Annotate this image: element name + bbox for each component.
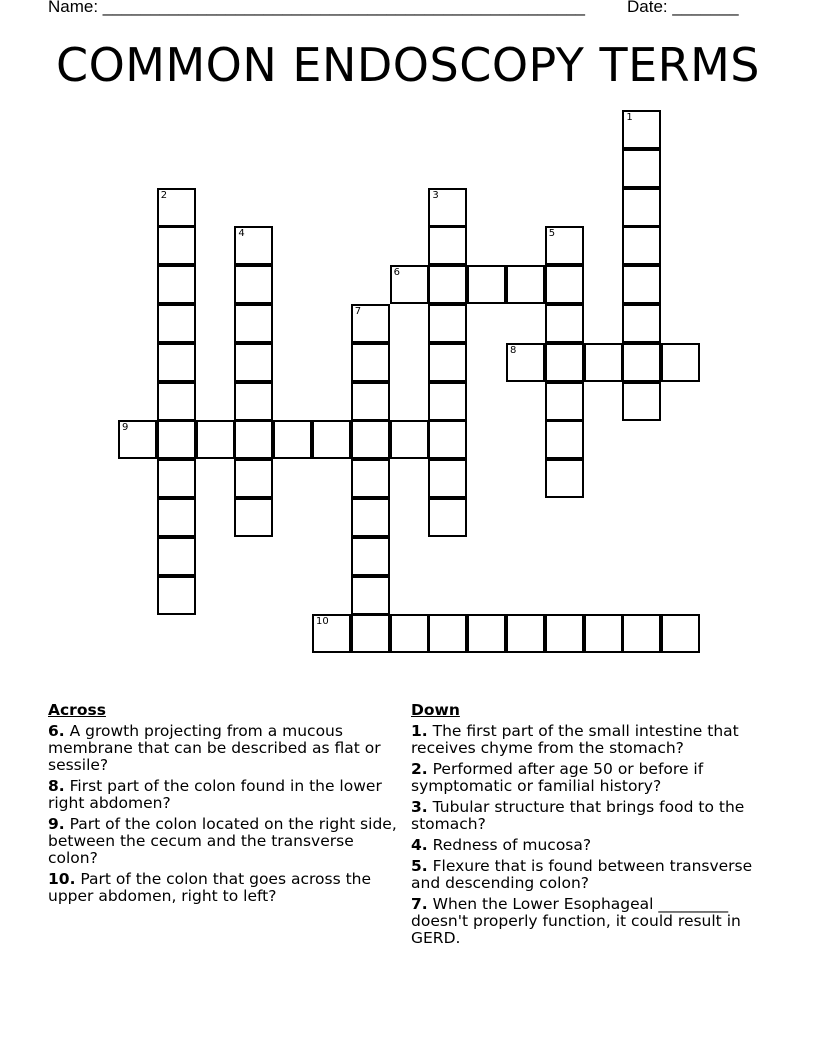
grid-cell[interactable]: [157, 420, 196, 459]
cell-number: 1: [626, 112, 633, 123]
grid-cell[interactable]: [506, 265, 545, 304]
cell-number: 10: [316, 616, 329, 628]
grid-cell[interactable]: [312, 614, 351, 653]
grid-cell[interactable]: [273, 420, 312, 459]
clue-across-6: [48, 723, 408, 774]
grid-cell[interactable]: [545, 265, 584, 304]
grid-cell[interactable]: [584, 614, 623, 653]
grid-cell[interactable]: [661, 614, 700, 653]
grid-cell[interactable]: [545, 459, 584, 498]
clue-number: 3.: [411, 798, 428, 816]
grid-cell[interactable]: [351, 382, 390, 421]
grid-cell[interactable]: [506, 614, 545, 653]
grid-cell[interactable]: [428, 498, 467, 537]
clue-number: 8.: [48, 777, 65, 795]
grid-cell[interactable]: [234, 420, 273, 459]
grid-cell[interactable]: [234, 226, 273, 265]
grid-cell[interactable]: [157, 188, 196, 227]
grid-cell[interactable]: [157, 265, 196, 304]
grid-cell[interactable]: [584, 343, 623, 382]
down-clues: [411, 700, 771, 951]
grid-cell[interactable]: [157, 498, 196, 537]
grid-cell[interactable]: [234, 382, 273, 421]
clue-number: 4.: [411, 836, 428, 854]
clue-down-3: [411, 799, 771, 833]
grid-cell[interactable]: [351, 304, 390, 343]
grid-cell[interactable]: [467, 265, 506, 304]
grid-cell[interactable]: [351, 498, 390, 537]
grid-cell[interactable]: [622, 188, 661, 227]
grid-cell[interactable]: [428, 614, 467, 653]
grid-cell[interactable]: [351, 343, 390, 382]
grid-cell[interactable]: [312, 420, 351, 459]
grid-cell[interactable]: [622, 343, 661, 382]
clue-across-10: [48, 871, 408, 905]
grid-cell[interactable]: [622, 265, 661, 304]
clue-text: The first part of the small intestine that receives chyme from the stomach?: [411, 722, 739, 757]
grid-cell[interactable]: [157, 226, 196, 265]
cell-number: 8: [510, 344, 517, 356]
grid-cell[interactable]: [661, 343, 700, 382]
grid-cell[interactable]: [467, 614, 506, 653]
grid-cell[interactable]: [545, 420, 584, 459]
grid-cell[interactable]: [157, 576, 196, 615]
grid-cell[interactable]: [351, 576, 390, 615]
cell-number: 6: [393, 267, 400, 279]
clue-text: First part of the colon found in the lower right abdomen?: [48, 777, 382, 812]
grid-cell[interactable]: [157, 459, 196, 498]
grid-cell[interactable]: [428, 382, 467, 421]
clue-number: 1.: [411, 722, 428, 740]
grid-cell[interactable]: [622, 614, 661, 653]
grid-cell[interactable]: [234, 459, 273, 498]
grid-cell[interactable]: [622, 382, 661, 421]
grid-cell[interactable]: [351, 614, 390, 653]
grid-cell[interactable]: [157, 382, 196, 421]
clue-number: 6.: [48, 722, 65, 740]
grid-cell[interactable]: [545, 343, 584, 382]
clue-text: Flexure that is found between transverse and descending colon?: [411, 857, 753, 892]
down-heading: Down: [411, 701, 460, 719]
clue-down-2: [411, 761, 771, 795]
cell-number: 5: [548, 228, 556, 240]
grid-cell[interactable]: [390, 420, 429, 459]
cell-number: 4: [238, 228, 245, 240]
clue-text: Part of the colon that goes across the upper abdomen, right to left?: [48, 870, 372, 905]
cell-number: 3: [432, 189, 439, 201]
grid-cell[interactable]: [428, 343, 467, 382]
clue-text: A growth projecting from a mucous membrane that can be described as flat or sessile?: [48, 722, 381, 774]
grid-cell[interactable]: [118, 420, 157, 459]
grid-cell[interactable]: [622, 110, 661, 149]
clue-across-8: [48, 778, 408, 812]
grid-cell[interactable]: [545, 304, 584, 343]
grid-cell[interactable]: [351, 420, 390, 459]
grid-cell[interactable]: [428, 226, 467, 265]
across-heading: Across: [48, 701, 106, 719]
grid-cell[interactable]: [390, 614, 429, 653]
cell-number: 9: [122, 422, 129, 434]
grid-cell[interactable]: [196, 420, 235, 459]
clue-text: Performed after age 50 or before if symptomatic or familial history?: [411, 760, 704, 795]
grid-cell[interactable]: [234, 498, 273, 537]
grid-cell[interactable]: [545, 614, 584, 653]
cell-number: 2: [160, 189, 168, 201]
cell-number: 7: [354, 306, 362, 317]
grid-cell[interactable]: [428, 459, 467, 498]
page-title: COMMON ENDOSCOPY TERMS: [55, 38, 761, 92]
grid-cell[interactable]: [234, 343, 273, 382]
clue-number: 10.: [48, 870, 76, 888]
clue-text: Tubular structure that brings food to the stomach?: [411, 798, 745, 833]
grid-cell[interactable]: [234, 265, 273, 304]
grid-cell[interactable]: [506, 343, 545, 382]
clue-across-9: [48, 816, 408, 867]
grid-cell[interactable]: [428, 304, 467, 343]
grid-cell[interactable]: [622, 304, 661, 343]
across-clues: [48, 700, 408, 909]
grid-cell[interactable]: [428, 188, 467, 227]
grid-cell[interactable]: [157, 343, 196, 382]
name-field[interactable]: Name: ___________________________________________________: [48, 0, 585, 16]
grid-cell[interactable]: [545, 382, 584, 421]
clue-text: When the Lower Esophageal _________ doesn't properly function, it could result in GERD.: [411, 895, 741, 947]
grid-cell[interactable]: [351, 537, 390, 576]
grid-cell[interactable]: [390, 265, 429, 304]
clue-down-1: [411, 723, 771, 757]
clue-number: 7.: [411, 895, 428, 913]
grid-cell[interactable]: [234, 304, 273, 343]
clue-text: Redness of mucosa?: [432, 836, 592, 854]
clue-down-5: [411, 858, 771, 892]
clue-down-7: [411, 896, 771, 947]
grid-cell[interactable]: [428, 420, 467, 459]
grid-cell[interactable]: [157, 537, 196, 576]
grid-cell[interactable]: [428, 265, 467, 304]
clue-down-4: [411, 837, 771, 854]
grid-cell[interactable]: [622, 149, 661, 188]
clue-number: 9.: [48, 815, 65, 833]
grid-cell[interactable]: [157, 304, 196, 343]
grid-cell[interactable]: [545, 226, 584, 265]
clue-number: 5.: [411, 857, 428, 875]
date-field[interactable]: Date: _______: [627, 0, 739, 16]
clue-text: Part of the colon located on the right side, between the cecum and the transverse colon?: [48, 815, 397, 867]
grid-cell[interactable]: [622, 226, 661, 265]
grid-cell[interactable]: [351, 459, 390, 498]
clue-number: 2.: [411, 760, 428, 778]
